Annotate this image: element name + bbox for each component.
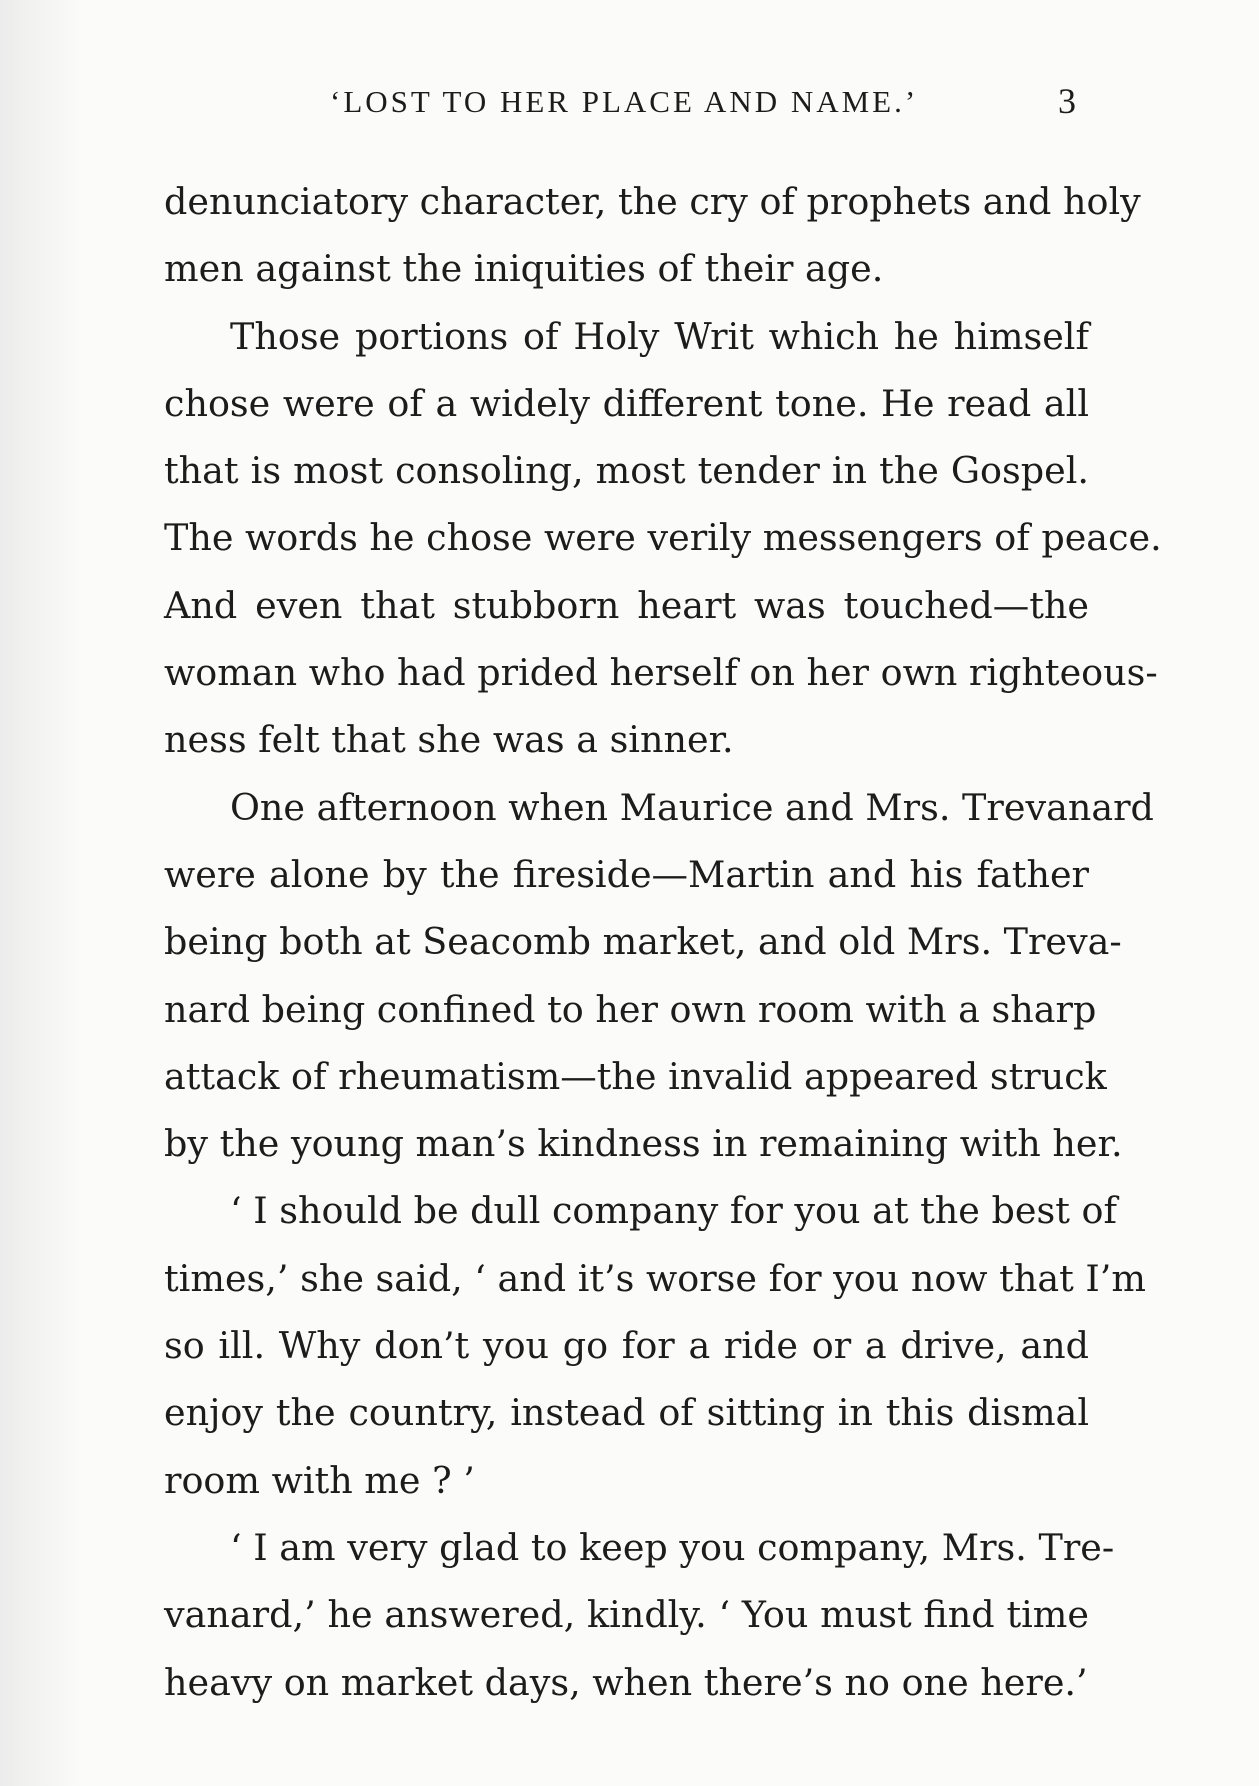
text-line: ness felt that she was a sinner. xyxy=(164,718,734,762)
page-gutter-shadow xyxy=(0,0,82,1786)
text-line: times,’ she said, ‘ and it’s worse for you now that I’m xyxy=(164,1256,1146,1300)
text-line: men against the iniquities of their age. xyxy=(164,247,884,291)
paragraph-first-line: ‘ I should be dull company for you at the best of xyxy=(230,1189,1117,1233)
paragraph-first-line: ‘ I am very glad to keep you company, Mrs. Tre- xyxy=(230,1525,1115,1569)
text-line: attack of rheumatism—the invalid appeared struck xyxy=(164,1054,1107,1098)
page-number: 3 xyxy=(1058,81,1076,121)
text-line: woman who had prided herself on her own righteous- xyxy=(164,651,1158,695)
body-text xyxy=(164,168,1162,1716)
text-line: nard being confined to her own room with a sharp xyxy=(164,987,1097,1031)
text-line: being both at Seacomb market, and old Mrs. Treva- xyxy=(164,920,1122,964)
text-line: heavy on market days, when there’s no one here.’ xyxy=(164,1660,1088,1704)
paragraph-first-line: One afternoon when Maurice and Mrs. Trevanard xyxy=(230,785,1154,829)
text-line: And even that stubborn heart was touched—the xyxy=(164,583,1089,627)
running-head: ‘LOST TO HER PLACE AND NAME.’ xyxy=(330,84,919,119)
text-line: were alone by the fireside—Martin and his father xyxy=(164,852,1089,896)
text-line: so ill. Why don’t you go for a ride or a drive, and xyxy=(164,1324,1089,1368)
text-line: The words he chose were verily messengers of peace. xyxy=(164,516,1162,560)
text-line: vanard,’ he answered, kindly. ‘ You must find time xyxy=(164,1593,1089,1637)
paragraph-first-line: Those portions of Holy Writ which he himself xyxy=(230,314,1089,358)
text-line: that is most consoling, most tender in the Gospel. xyxy=(164,449,1089,493)
text-line: denunciatory character, the cry of prophets and holy xyxy=(164,180,1141,223)
text-line: room with me ? ’ xyxy=(164,1458,475,1502)
text-line: enjoy the country, instead of sitting in this dismal xyxy=(164,1391,1089,1435)
text-line: chose were of a widely different tone. He read all xyxy=(164,381,1089,425)
text-line: by the young man’s kindness in remaining with her. xyxy=(164,1122,1123,1166)
